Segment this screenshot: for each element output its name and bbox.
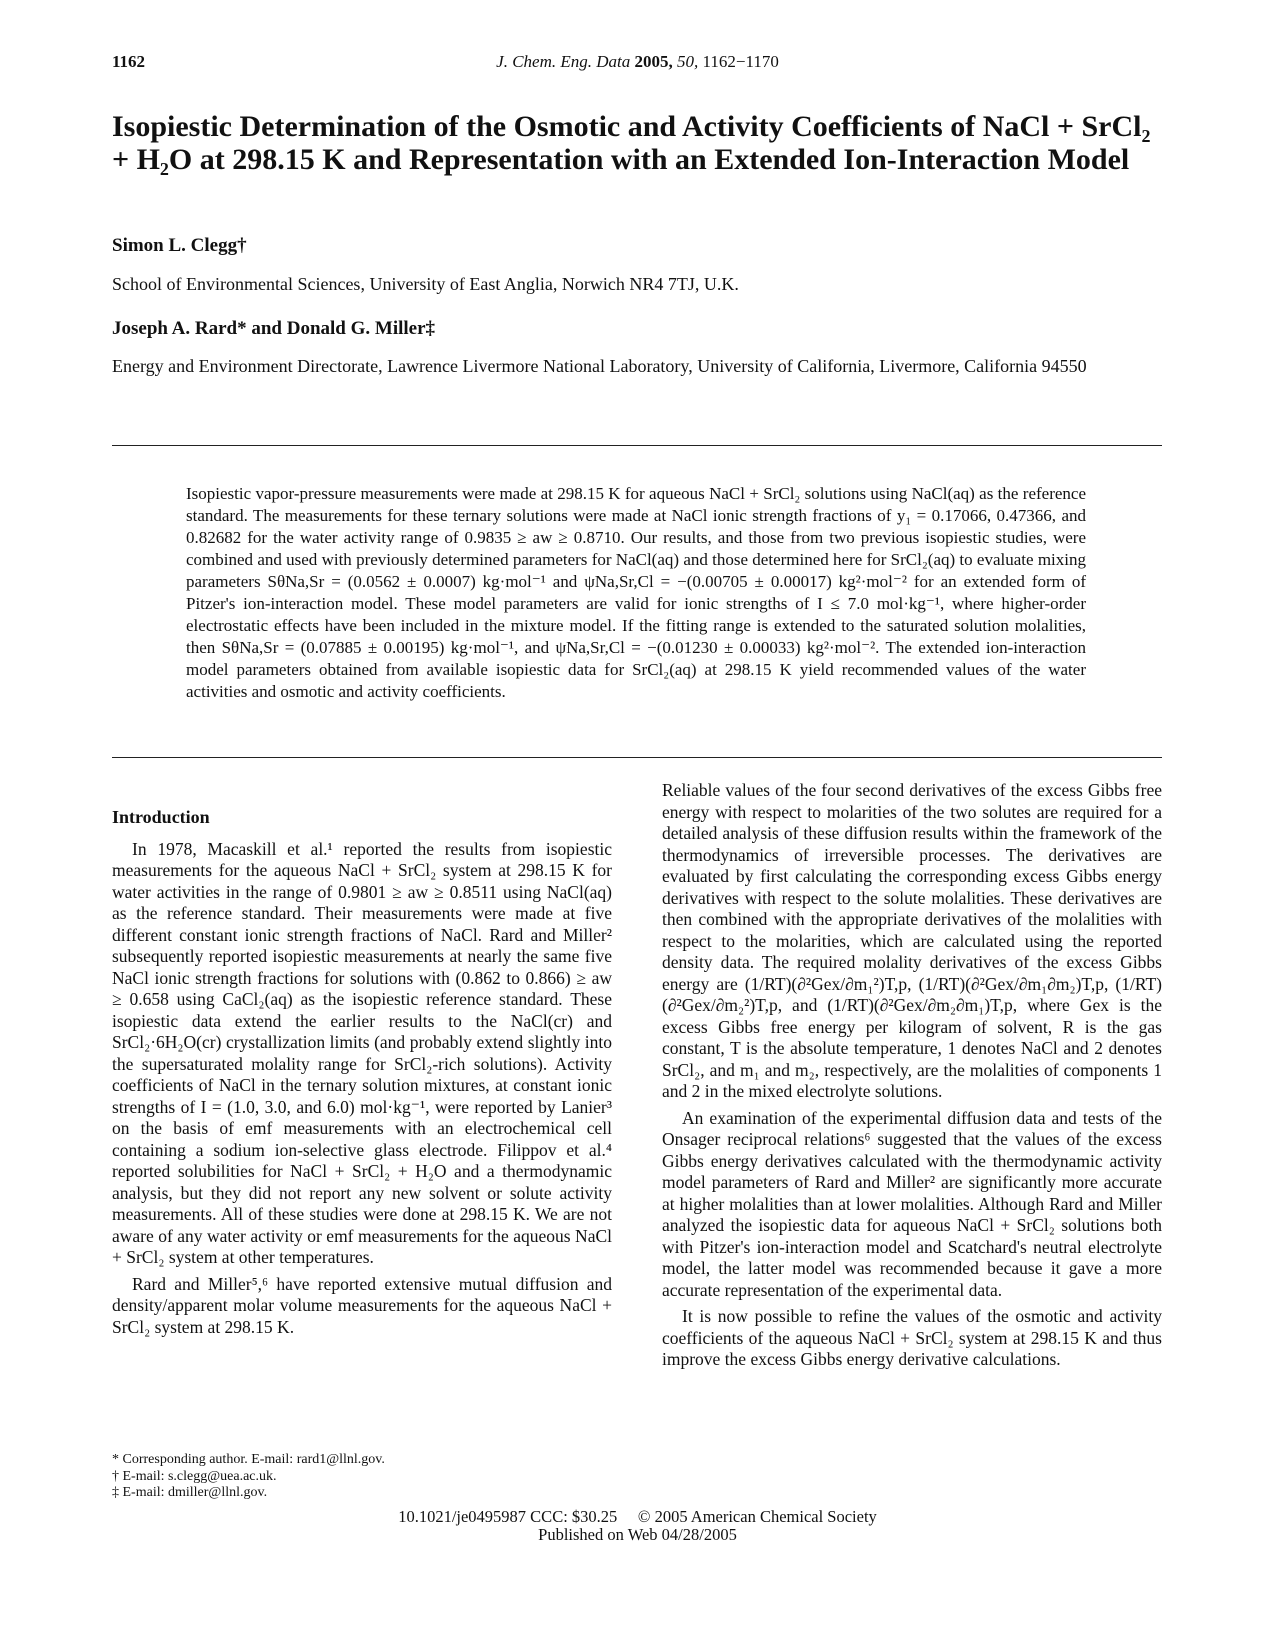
journal-pages: 1162−1170: [702, 52, 779, 71]
author-line-1: Simon L. Clegg†: [112, 235, 247, 256]
footnotes: [112, 1452, 612, 1502]
footnote-corresponding: * Corresponding author. E-mail: rard1@llnl.gov.: [112, 1452, 385, 1467]
author-line-2: Joseph A. Rard* and Donald G. Miller‡: [112, 318, 436, 339]
published-date-line: Published on Web 04/28/2005: [538, 1525, 737, 1544]
left-column: [112, 807, 612, 1338]
publication-footer: [0, 1508, 1275, 1544]
right-paragraph-1: Reliable values of the four second derivatives of the excess Gibbs free energy with respect to molarities of the two solutes are required for a detailed analysis of these diffusion results within the framework of the thermodynamics of irreversible processes. The derivatives are evaluated by first calculating the corresponding excess Gibbs energy derivatives with respect to the solute molalities. These derivatives are then combined with the appropriate derivatives of the molalities with respect to the molarities, which are calculated using the reported density data. The required molality derivatives of the excess Gibbs energy are (1/RT)(∂²Gex/∂m₁²)T,p, (1/RT)(∂²Gex/∂m₁∂m₂)T,p, (1/RT)(∂²Gex/∂m₂²)T,p, and (1/RT)(∂²Gex/∂m₂∂m₁)T,p, where Gex is the excess Gibbs free energy per kilogram of solvent, R is the gas constant, T is the absolute temperature, 1 denotes NaCl and 2 denotes SrCl₂, and m₁ and m₂, respectively, are the molalities of components 1 and 2 in the mixed electrolyte solutions.: [662, 780, 1162, 1101]
abstract-top-rule: [112, 445, 1162, 446]
right-paragraph-3: It is now possible to refine the values of the osmotic and activity coefficients of the aqueous NaCl + SrCl₂ system at 298.15 K and thus improve the excess Gibbs energy derivative calculations.: [662, 1306, 1162, 1369]
footnote-miller: ‡ E-mail: dmiller@llnl.gov.: [112, 1485, 268, 1500]
doi-copyright-line: 10.1021/je0495987 CCC: $30.25 © 2005 American Chemical Society: [398, 1507, 877, 1526]
intro-paragraph-1: In 1978, Macaskill et al.¹ reported the results from isopiestic measurements for the aqueous NaCl + SrCl₂ system at 298.15 K for water activities in the range of 0.9801 ≥ aw ≥ 0.8511 using NaCl(aq) as the reference standard. Their measurements were made at five different constant ionic strength fractions of NaCl. Rard and Miller² subsequently reported isopiestic measurements at nearly the same five NaCl ionic strength fractions for solutions with (0.862 to 0.866) ≥ aw ≥ 0.658 using CaCl₂(aq) as the isopiestic reference standard. These isopiestic data extend the earlier results to the NaCl(cr) and SrCl₂·6H₂O(cr) crystallization limits (and probably extend slightly into the supersaturated molality range for SrCl₂-rich solutions). Activity coefficients of NaCl in the ternary solution mixtures, at constant ionic strengths of I = (1.0, 3.0, and 6.0) mol·kg⁻¹, were reported by Lanier³ on the basis of emf measurements with an electrochemical cell containing a sodium ion-selective glass electrode. Filippov et al.⁴ reported solubilities for NaCl + SrCl₂ + H₂O and a thermodynamic analysis, but they did not report any new solvent or solute activity measurements. All of these studies were done at 298.15 K. We are not aware of any water activity or emf measurements for the aqueous NaCl + SrCl₂ system at other temperatures.: [112, 838, 612, 1267]
journal-name: J. Chem. Eng. Data: [496, 52, 631, 71]
article-title: Isopiestic Determination of the Osmotic and Activity Coefficients of NaCl + SrCl₂ + H₂O at 298.15 K and Representation with an Extended Ion-Interaction Model: [112, 110, 1151, 176]
right-paragraph-2: An examination of the experimental diffusion data and tests of the Onsager reciprocal relations⁶ suggested that the values of the excess Gibbs energy derivatives calculated with the thermodynamic activity model parameters of Rard and Miller² are significantly more accurate at higher molalities than at lower molalities. Although Rard and Miller analyzed the isopiestic data for aqueous NaCl + SrCl₂ solutions both with Pitzer's ion-interaction model and Scatchard's neutral electrolyte model, the latter model was recommended because it gave a more accurate representation of the experimental data.: [662, 1107, 1162, 1300]
footnote-clegg: † E-mail: s.clegg@uea.ac.uk.: [112, 1468, 277, 1484]
page-number: 1162: [112, 52, 146, 71]
journal-citation: [0, 52, 1275, 72]
journal-volume: 50,: [677, 52, 699, 71]
right-column: [662, 780, 1162, 1371]
affiliation-1: School of Environmental Sciences, University of East Anglia, Norwich NR4 7TJ, U.K.: [112, 274, 739, 294]
section-heading-introduction: Introduction: [112, 807, 210, 827]
abstract-bottom-rule: [112, 757, 1162, 758]
intro-paragraph-2: Rard and Miller⁵,⁶ have reported extensive mutual diffusion and density/apparent molar volume measurements for the aqueous NaCl + SrCl₂ system at 298.15 K.: [112, 1273, 612, 1337]
abstract: Isopiestic vapor-pressure measurements were made at 298.15 K for aqueous NaCl + SrCl₂ solutions using NaCl(aq) as the reference standard. The measurements for these ternary solutions were made at NaCl ionic strength fractions of y₁ = 0.17066, 0.47366, and 0.82682 for the water activity range of 0.9835 ≥ aw ≥ 0.8710. Our results, and those from two previous isopiestic studies, were combined and used with previously determined parameters for NaCl(aq) and those determined here for SrCl₂(aq) to evaluate mixing parameters SθNa,Sr = (0.0562 ± 0.0007) kg·mol⁻¹ and ψNa,Sr,Cl = −(0.00705 ± 0.00017) kg²·mol⁻² for an extended form of Pitzer's ion-interaction model. These model parameters are valid for ionic strengths of I ≤ 7.0 mol·kg⁻¹, where higher-order electrostatic effects have been included in the mixture model. If the fitting range is extended to the saturated solution molalities, then SθNa,Sr = (0.07885 ± 0.00195) kg·mol⁻¹, and ψNa,Sr,Cl = −(0.01230 ± 0.00033) kg²·mol⁻². The extended ion-interaction model parameters obtained from available isopiestic data for SrCl₂(aq) at 298.15 K yield recommended values of the water activities and osmotic and activity coefficients.: [186, 484, 1086, 701]
journal-year: 2005,: [634, 52, 673, 71]
affiliation-2: Energy and Environment Directorate, Lawrence Livermore National Laboratory, University of California, Livermore, California 94550: [112, 356, 1087, 376]
